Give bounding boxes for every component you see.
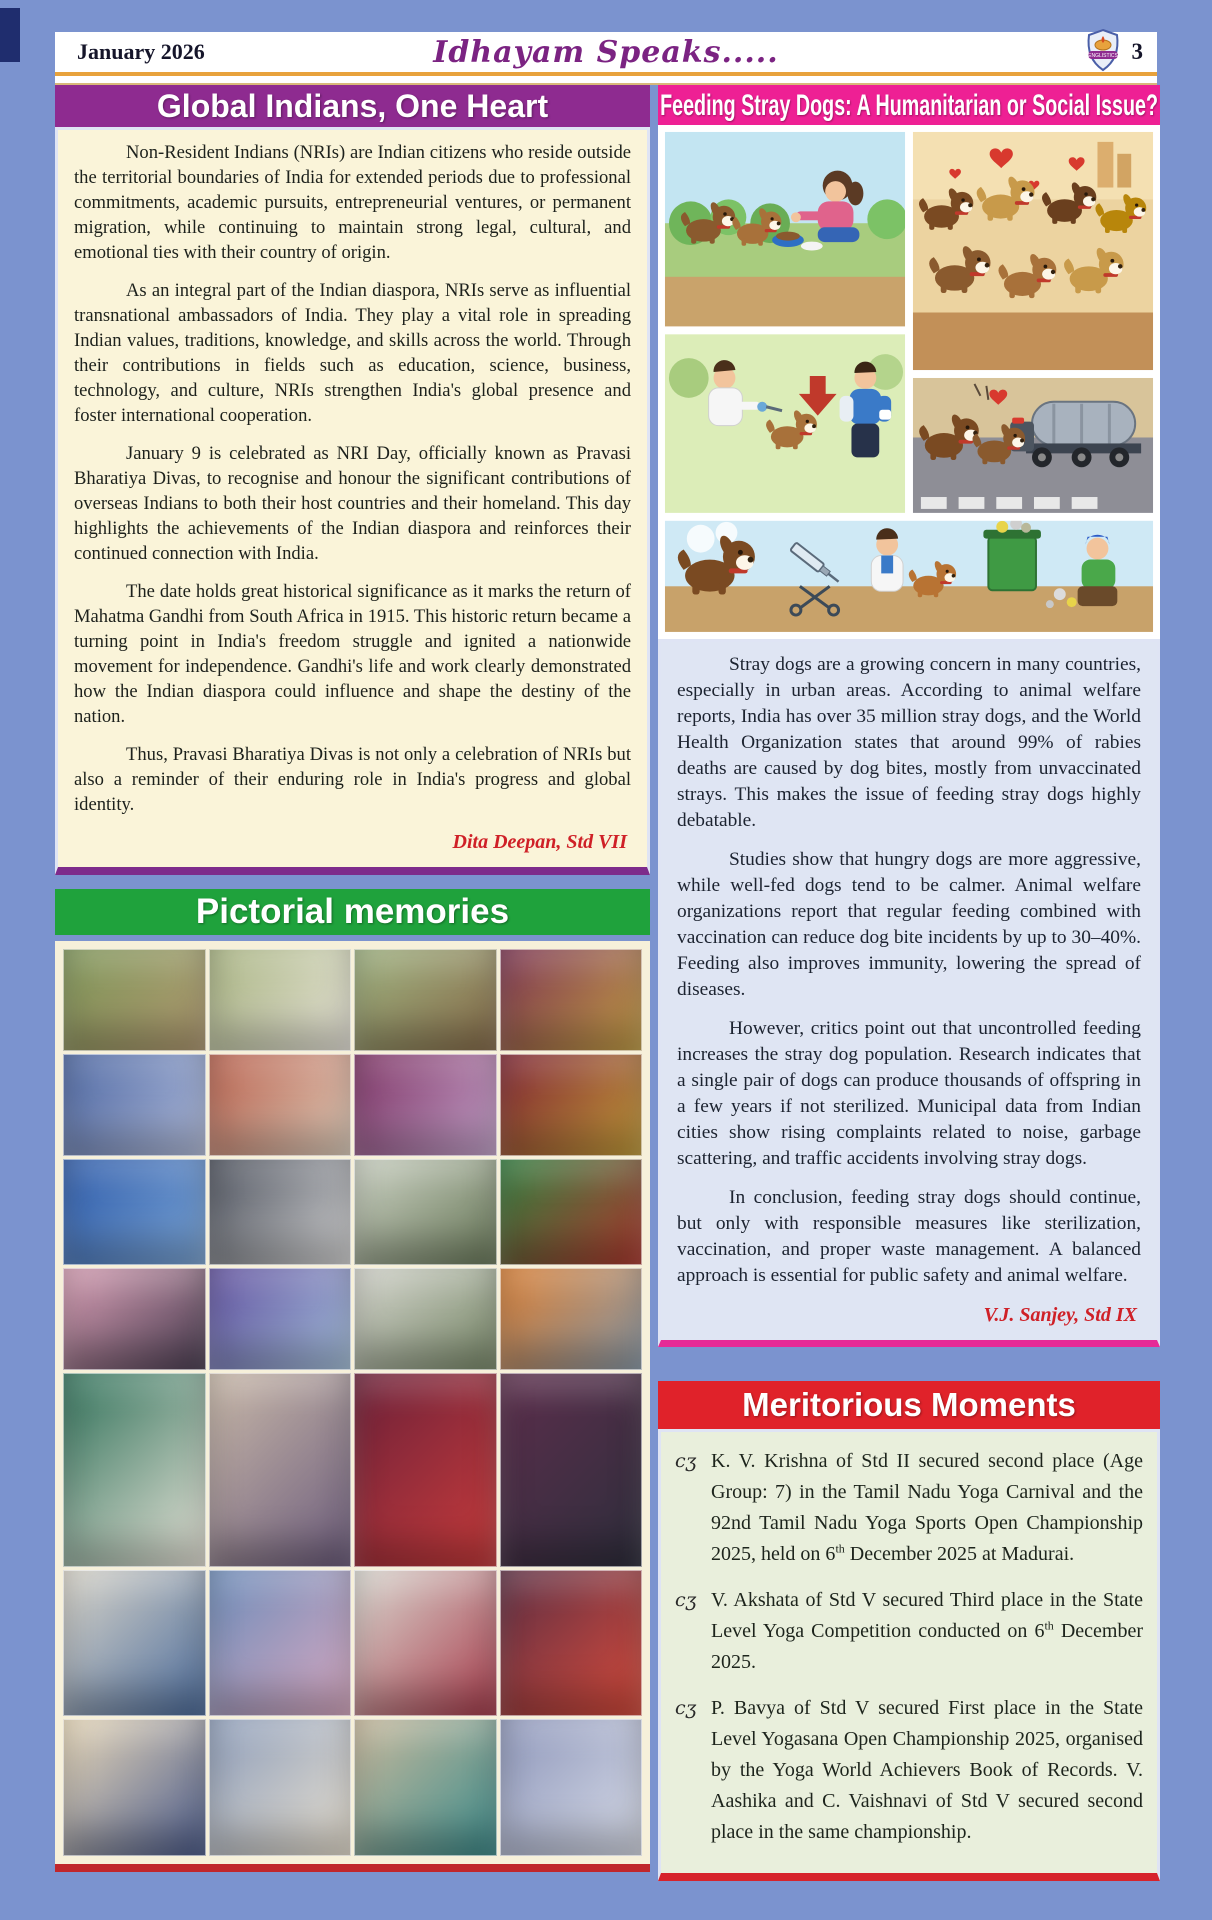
- meritorious-item-text: V. Akshata of Std V secured Third place in the State Level Yoga Competition conducted on 6th December 2025.: [711, 1588, 1143, 1673]
- photo-christmas-stage-red: [354, 1373, 497, 1567]
- stray-dogs-illustration: [658, 125, 1160, 639]
- photo-school-assembly-uniforms: [500, 1719, 643, 1856]
- panel-girl-feeding-dogs: [663, 130, 907, 328]
- masthead: [55, 32, 1157, 76]
- banner-label: Meritorious Moments: [742, 1385, 1076, 1423]
- paragraph: The date holds great historical significance as it marks the return of Mahatma Gandhi from South Africa in 1915. This historic return became a turning point in India's freedom struggle and ignited a nationwide movement for independence. Gandhi's life and work clearly demonstrated how the Indian diaspora could influence and shape the destiny of the nation.: [74, 581, 631, 727]
- photo-polka-dot-costume-kids: [209, 949, 352, 1051]
- photo-banana-leaf-feast: [500, 1159, 643, 1265]
- photo-collage: [55, 941, 650, 1872]
- meritorious-list: [673, 1446, 1143, 1848]
- cartoon-illustration: [661, 128, 1157, 636]
- paragraph: Thus, Pravasi Bharatiya Divas is not only a celebration of NRIs but also a reminder of their enduring role in India's progress and global identity.: [74, 744, 631, 815]
- banner-label: Feeding Stray Dogs: A Humanitarian or Social Issue?: [660, 87, 1158, 121]
- author-byline: V.J. Sanjey, Std IX: [983, 1303, 1137, 1326]
- paragraph: January 9 is celebrated as NRI Day, officially known as Pravasi Bharatiya Divas, to recognise and honour the significant contributions of overseas Indians to both their host countries and their homeland. This day highlights the achievements of the Indian diaspora and reinforces their continued connection with India.: [74, 443, 631, 564]
- photo-grid: [63, 949, 642, 1856]
- left-column: [55, 85, 650, 1872]
- banner-label: Pictorial memories: [195, 892, 510, 931]
- photo-origami-blue-table: [63, 1159, 206, 1265]
- meritorious-item: [673, 1585, 1143, 1678]
- photo-classical-dance-stage: [500, 949, 643, 1051]
- article-body: [677, 652, 1141, 1289]
- paragraph: Stray dogs are a growing concern in many countries, especially in urban areas. According to animal welfare reports, India has over 35 million stray dogs, and the World Health Organization states that around 99% of rabies deaths are caused by dog bites, mostly from unvaccinated strays. This makes the issue of feeding stray dogs highly debatable.: [677, 653, 1141, 831]
- photo-tug-of-war-outdoor: [354, 1159, 497, 1265]
- masthead-right: [1084, 28, 1144, 77]
- meritorious-item: [673, 1446, 1143, 1570]
- article-body: [74, 140, 631, 817]
- article-stray-dogs: [658, 639, 1160, 1347]
- photo-balloon-crowd: [209, 1268, 352, 1370]
- meritorious-item: [673, 1693, 1143, 1848]
- banner-label: Global Indians, One Heart: [156, 87, 549, 124]
- article-banner-stray-dogs: [658, 85, 1160, 125]
- photo-classroom-kids-with-cards: [209, 1719, 352, 1856]
- photo-castle-backdrop-group: [63, 1054, 206, 1156]
- photo-pongal-brass-pots: [500, 1054, 643, 1156]
- photo-outdoor-group-with-banner: [63, 949, 206, 1051]
- paragraph: In conclusion, feeding stray dogs should continue, but only with responsible measures like sterilization, vaccination, and proper waste management. A balanced approach is essential for public safety and animal welfare.: [677, 1186, 1141, 1286]
- photo-pearls-awards-teachers: [209, 1570, 352, 1716]
- svg-text:ENGLISTICS: ENGLISTICS: [1087, 52, 1118, 59]
- photo-solo-performance-purple-curtain: [354, 1054, 497, 1156]
- photo-village-hut-group: [354, 949, 497, 1051]
- article-banner-global-indians: [55, 85, 650, 127]
- page-number: 3: [1131, 39, 1143, 64]
- ornament-bullet-icon: cʒ: [675, 1588, 697, 1611]
- paragraph: Studies show that hungry dogs are more aggressive, while well-fed dogs tend to be calmer. Animal welfare organizations report that regular feeding combined with vaccination can reduce dog bite incidents by up to 30–40%. Feeding also improves immunity, lowering the spread of diseases.: [677, 848, 1141, 1000]
- right-column: [658, 85, 1160, 1881]
- meritorious-item-text: K. V. Krishna of Std II secured second place (Age Group: 7) in the Tamil Nadu Yoga Carnival and the 92nd Tamil Nadu Yoga Sports Open Championship 2025, held on 6th December 2025 at Madurai.: [711, 1449, 1143, 1565]
- paragraph: As an integral part of the Indian diaspora, NRIs serve as influential transnational ambassadors of India. They play a vital role in spreading Indian values, traditions, knowledge, and skills across the world. Through their contributions in fields such as education, science, business, technology, and culture, NRIs strengthen India's global presence and foster international cooperation.: [74, 280, 631, 426]
- photo-red-castle-classroom: [209, 1054, 352, 1156]
- section-banner-meritorious-moments: [658, 1381, 1160, 1429]
- meritorious-item-text: P. Bavya of Std V secured First place in the State Level Yogasana Open Championship 2025, organised by the Yoga World Achievers Book of Records. V. Aashika and C. Vaishnavi of Std V secured second place in the same championship.: [711, 1696, 1143, 1843]
- issue-date: January 2026: [77, 39, 205, 64]
- paragraph: Non-Resident Indians (NRIs) are Indian citizens who reside outside the territorial boundaries of India for extended periods due to professional commitments, academic pursuits, entrepreneurial ventures, or permanent migration, while continuing to maintain strong legal, cultural, and emotional ties with their country of origin.: [74, 142, 631, 263]
- section-banner-pictorial-memories: [55, 889, 650, 935]
- magazine-title: Idhayam Speaks.....: [433, 34, 779, 70]
- photo-skipping-game-outdoor: [354, 1268, 497, 1370]
- author-byline: Dita Deepan, Std VII: [452, 831, 627, 853]
- panel-responsible-measures: [663, 518, 1155, 634]
- photo-decorated-truck-parade: [500, 1268, 643, 1370]
- photo-awareness-session-classroom: [354, 1719, 497, 1856]
- photo-meeting-hall-felicitation: [63, 1570, 206, 1716]
- article-global-indians: [55, 127, 650, 875]
- panel-vaccination: [663, 332, 907, 515]
- photo-pink-uniform-group: [63, 1268, 206, 1370]
- panel-many-puppies: [911, 130, 1155, 372]
- paragraph: However, critics point out that uncontrolled feeding increases the stray dog population. Research indicates that a single pair of dogs can produce thousands of offspring in a few years if not sterilized. Municipal data from Indian cities show rising complaints related to noise, garbage scattering, and traffic accidents involving stray dogs.: [677, 1017, 1141, 1169]
- photo-craft-activity-closeup: [63, 1719, 206, 1856]
- photo-red-shirt-dance-stage: [500, 1570, 643, 1716]
- column-gap: [658, 1347, 1160, 1381]
- meritorious-section: [658, 1429, 1160, 1881]
- corner-decoration: [0, 8, 20, 62]
- photo-stage-black-costumes: [500, 1373, 643, 1567]
- ornament-bullet-icon: cʒ: [675, 1696, 697, 1719]
- photo-boys-holding-craft-cards: [209, 1159, 352, 1265]
- photo-award-ceremony-trio: [63, 1373, 206, 1567]
- photo-girls-hall-group: [354, 1570, 497, 1716]
- panel-dogs-traffic: [911, 376, 1155, 515]
- photo-hall-group-gathering: [209, 1373, 352, 1567]
- school-crest-icon: [1084, 28, 1122, 77]
- ornament-bullet-icon: cʒ: [675, 1449, 697, 1472]
